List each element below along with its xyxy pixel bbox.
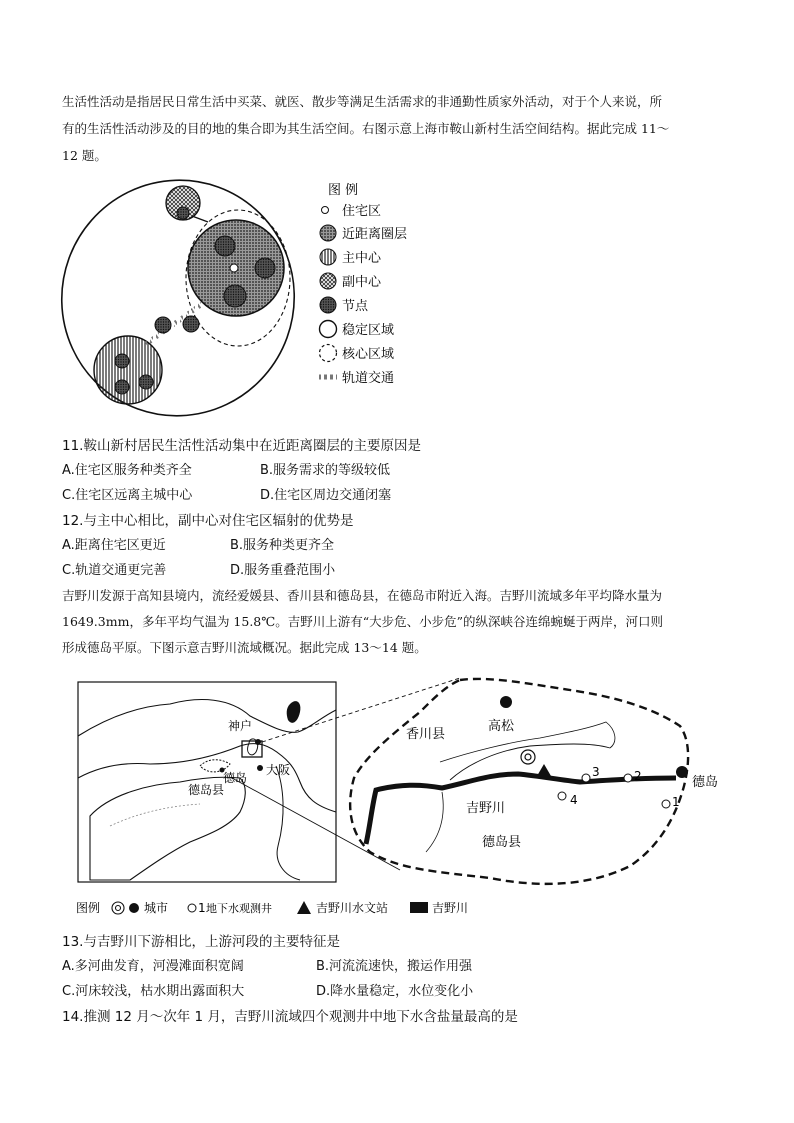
main-tokushima-pref-label: 德岛县 [482,835,522,850]
well-1-label: 1 [672,795,680,809]
legend-label: 轨道交通 [342,371,395,386]
question-11-option-d[interactable]: D.住宅区周边交通闭塞 [260,488,392,503]
legend-label: 主中心 [342,251,382,266]
crosshatch-circle-icon [320,273,336,289]
passage-2-line-1: 吉野川发源于高知县境内，流经爱媛县、香川县和德岛县，在德岛市附近入海。吉野川流域多年平均降水量为 [62,588,663,603]
legend-city-label: 城市 [144,901,169,915]
passage-1-line-1: 生活性活动是指居民日常生活中买菜、就医、散步等满足生活需求的非通勤性质家外活动，对于个人来说，所 [62,94,663,109]
city-solid-circle-legend-icon [129,903,139,913]
dark-dot-circle-icon [320,297,336,313]
hydrological-station-icon [537,764,551,776]
question-12-option-c[interactable]: C.轨道交通更完善 [62,563,167,578]
dashed-circle-outline-icon [320,345,337,362]
legend-well-prefix: 1 [198,901,206,915]
question-11-option-b[interactable]: B.服务需求的等级较低 [260,463,391,478]
inset-osaka-label: 大阪 [266,763,291,777]
legend-label: 住宅区 [342,204,382,219]
small-open-circle-icon [322,207,329,214]
prefecture-boundary-south [426,792,443,852]
node-circle [255,258,275,278]
well-4-label: 4 [570,793,578,807]
station-legend-icon [297,901,311,914]
river-legend-icon [410,902,428,913]
living-space-structure-figure [60,176,440,426]
question-12-option-a[interactable]: A.距离住宅区更近 [62,538,166,553]
question-12-stem: 12.与主中心相比，副中心对住宅区辐射的优势是 [62,513,354,529]
node-circle [115,380,129,394]
legend-label: 副中心 [342,275,382,290]
figure-1-legend-title: 图 例 [328,183,359,198]
yoshino-river [366,774,676,844]
question-13-option-d[interactable]: D.降水量稳定，水位变化小 [316,984,474,999]
legend-label: 核心区域 [342,347,395,362]
node-circle [177,207,189,219]
city-double-circle-legend-icon [112,902,124,914]
takamatsu-city-icon [500,696,512,708]
rail-link [192,216,208,222]
city-double-circle-icon [521,750,535,764]
osaka-city-icon [257,765,263,771]
passage-2-line-2: 1649.3mm，多年平均气温为 15.8℃。吉野川上游有“大步危、小步危”的纵深峡谷连绵蜿蜒于两岸，河口则 [62,614,664,629]
dark-stipple-circle-icon [320,225,336,241]
well-2-icon [624,774,632,782]
well-legend-icon [188,904,196,912]
question-11-option-c[interactable]: C.住宅区远离主城中心 [62,488,193,503]
legend-river-label: 吉野川 [432,901,469,915]
inset-kobe-label: 神户 [228,719,253,733]
node-circle [215,236,235,256]
node-circle [224,285,246,307]
figure-1-legend [319,204,407,386]
question-13-option-c[interactable]: C.河床较浅，枯水期出露面积大 [62,984,245,999]
passage-1-line-2: 有的生活性活动涉及的目的地的集合即为其生活空间。右图示意上海市鞍山新村生活空间结构。据此完成 11～ [62,121,670,136]
figure-2-legend [76,900,468,915]
legend-well-label: 地下水观测井 [206,902,272,915]
inset-tokushima-label: 德岛 [223,771,248,785]
node-circle [139,375,153,389]
question-11-option-a[interactable]: A.住宅区服务种类齐全 [62,463,192,478]
passage-1-line-3: 12 题。 [62,148,107,163]
question-13-option-a[interactable]: A.多河曲发育，河漫滩面积宽阔 [62,959,244,974]
kobe-city-icon [255,739,261,745]
main-river-label: 吉野川 [466,801,506,816]
solid-circle-outline-icon [320,321,337,338]
yoshino-river-basin-figure [70,666,730,924]
main-takamatsu-label: 高松 [488,719,515,734]
well-1-icon [662,800,670,808]
passage-2-line-3: 形成德岛平原。下图示意吉野川流域概况。据此完成 13～14 题。 [62,640,427,655]
main-kagawa-label: 香川县 [406,727,446,742]
node-circle [183,316,199,332]
question-12-option-d[interactable]: D.服务重叠范围小 [230,563,336,578]
inset-tokushima-pref-label: 德岛县 [188,783,225,797]
prefecture-boundary [440,722,615,762]
vertical-hatch-circle-icon [320,249,336,265]
question-11-stem: 11.鞍山新村居民生活性活动集中在近距离圈层的主要原因是 [62,438,421,454]
well-4-icon [558,792,566,800]
passage-1 [62,88,732,169]
residential-area-icon [230,264,238,272]
city-double-circle-inner [525,754,531,760]
question-14-stem: 14.推测 12 月～次年 1 月，吉野川流域四个观测井中地下水含盐量最高的是 [62,1009,518,1025]
legend-label: 节点 [342,299,369,314]
figure-2-legend-title: 图例 [76,901,101,915]
well-2-label: 2 [634,769,642,783]
well-3-label: 3 [592,765,600,779]
node-circle [115,354,129,368]
node-circle [155,317,171,333]
passage-2 [62,583,732,661]
legend-station-label: 吉野川水文站 [316,901,389,915]
main-center-circle [94,336,162,404]
city-double-circle-legend-inner [116,906,121,911]
main-tokushima-label: 德岛 [692,775,719,790]
question-13-stem: 13.与吉野川下游相比，上游河段的主要特征是 [62,934,340,950]
question-13-option-b[interactable]: B.河流流速快，搬运作用强 [316,959,473,974]
legend-label: 近距离圈层 [342,227,408,242]
question-12-option-b[interactable]: B.服务种类更齐全 [230,538,335,553]
well-3-icon [582,774,590,782]
tokushima-main-city-icon [676,766,688,778]
legend-label: 稳定区域 [342,323,395,338]
